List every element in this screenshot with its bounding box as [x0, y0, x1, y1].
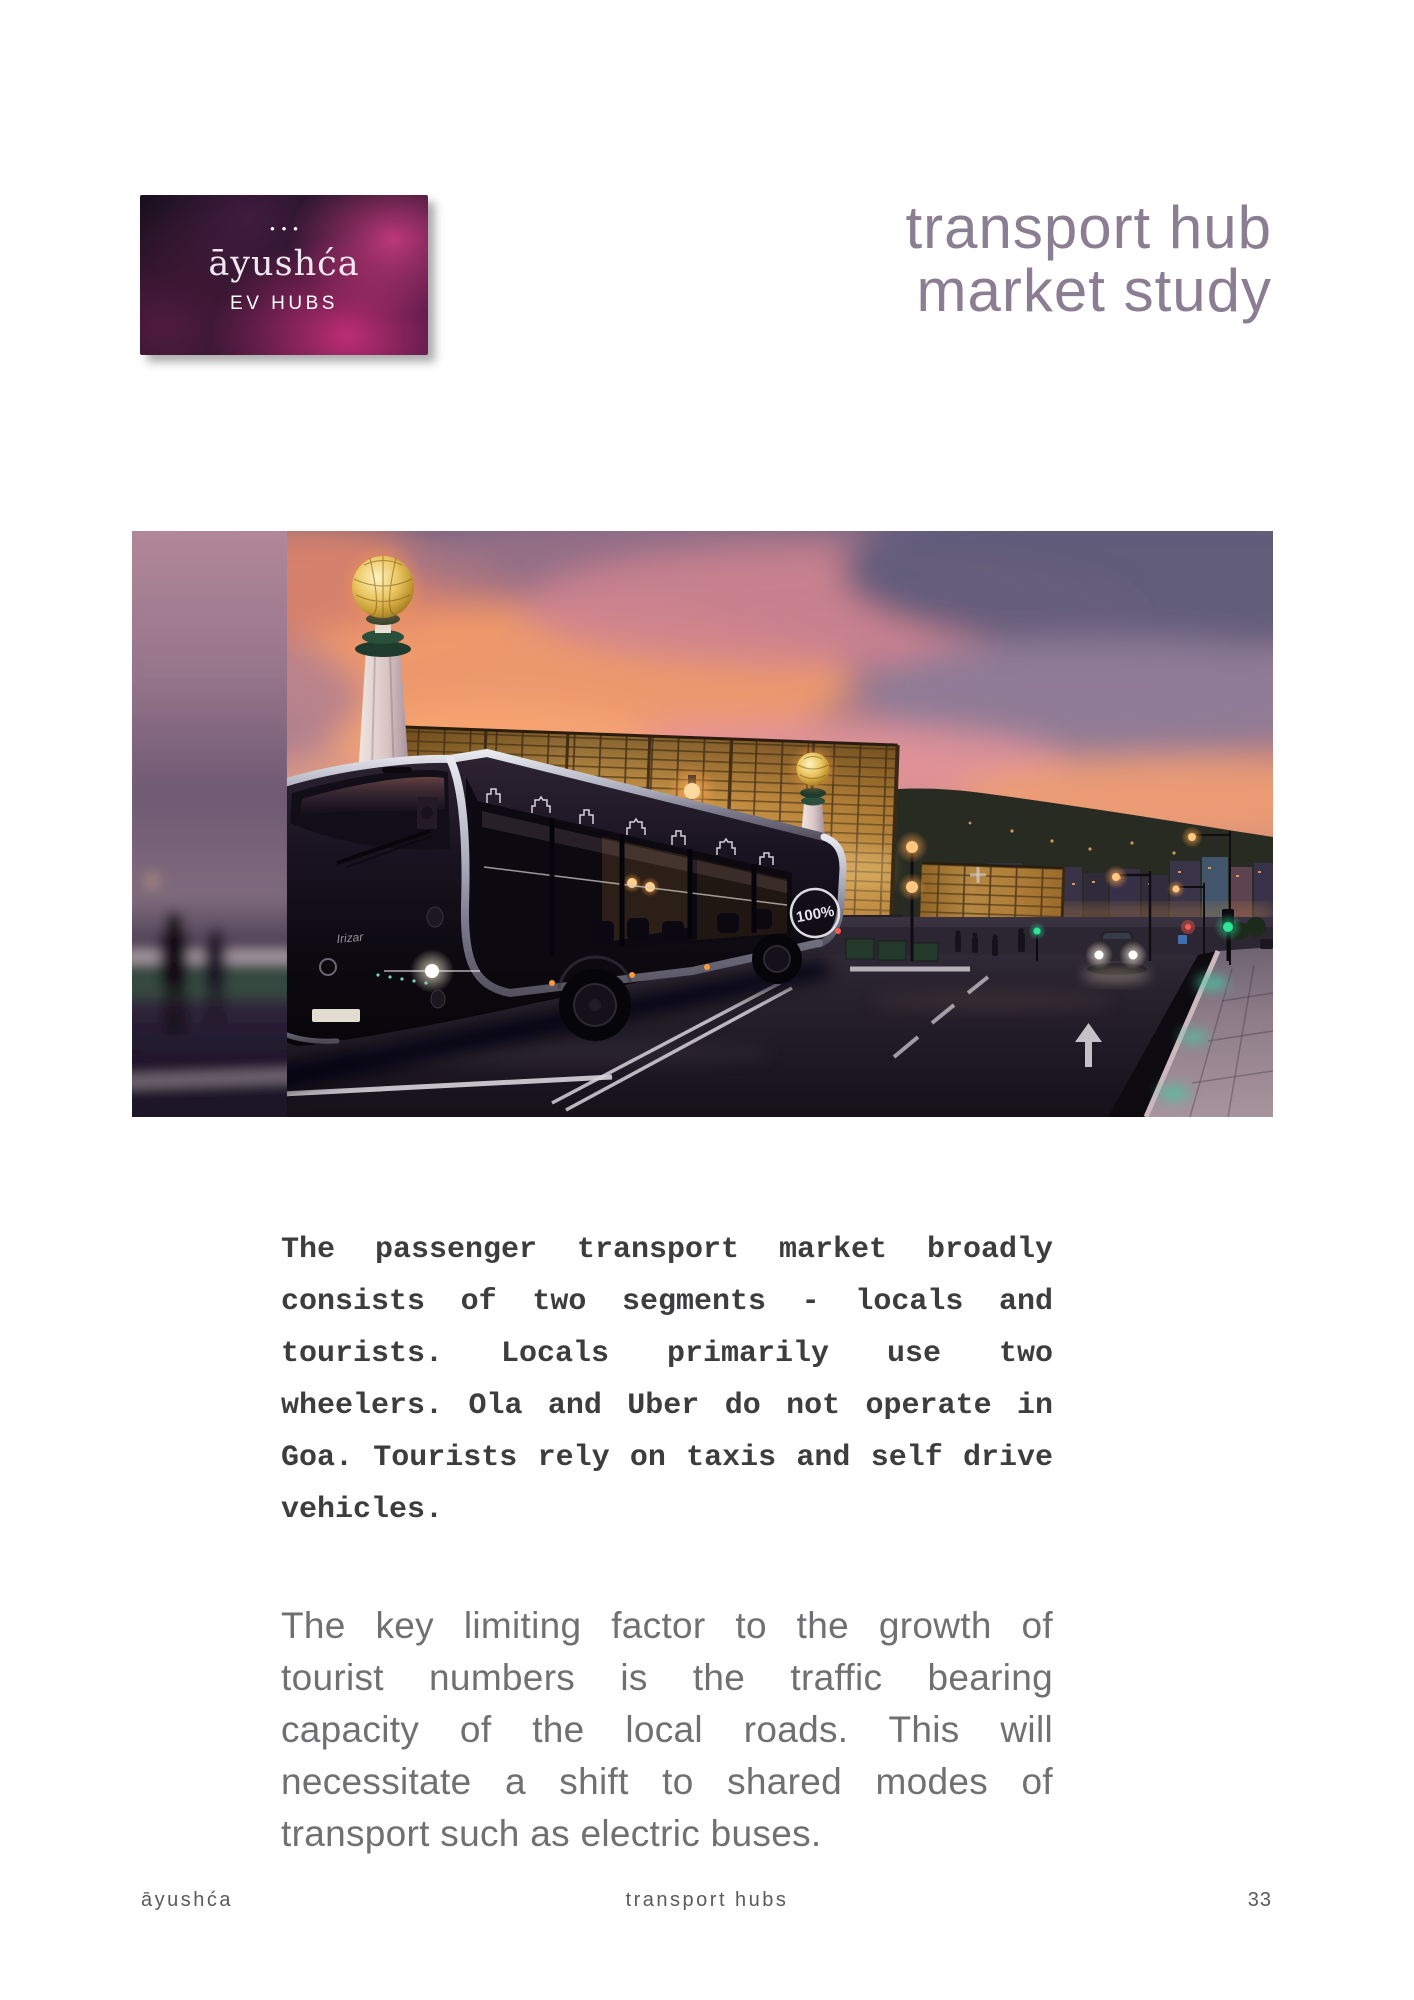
text-line: The passenger transport market broadly — [281, 1233, 1053, 1267]
page-title-line2: market study — [916, 257, 1272, 324]
footer-section: transport hubs — [625, 1889, 789, 1911]
hero-image — [132, 531, 1273, 1117]
brand-subtitle: EV HUBS — [230, 293, 338, 314]
text-line: transport such as electric buses. — [281, 1813, 822, 1854]
page-footer — [0, 1889, 1414, 1919]
text-line: tourists. Locals primarily use two — [281, 1337, 1053, 1371]
text-line: tourist numbers is the traffic bearing — [281, 1657, 1053, 1698]
text-line: The key limiting factor to the growth of — [281, 1605, 1053, 1646]
sans-paragraph — [281, 1600, 1053, 1860]
bus-brand-label: Irizar — [336, 929, 364, 946]
page-title — [905, 196, 1272, 322]
text-line: wheelers. Ola and Uber do not operate in — [281, 1389, 1053, 1423]
svg-text:100%: 100% — [794, 902, 836, 927]
text-line: necessitate a shift to shared modes of — [281, 1761, 1053, 1802]
footer-page-number: 33 — [1247, 1889, 1272, 1911]
page-title-line1: transport hub — [905, 194, 1272, 261]
text-line: vehicles. — [281, 1493, 444, 1527]
text-line: capacity of the local roads. This will — [281, 1709, 1053, 1750]
blurred-left-strip — [132, 531, 300, 1117]
license-plate — [312, 1009, 360, 1022]
hero-photo-svg — [132, 531, 1273, 1117]
brand-logo-card — [140, 195, 428, 355]
typewriter-paragraph — [281, 1224, 1053, 1536]
text-line: consists of two segments - locals and — [281, 1285, 1053, 1319]
footer-brand: āyushća — [141, 1889, 233, 1911]
brand-wordmark: āyushća — [208, 244, 360, 284]
logo-dots-icon: ••• — [270, 221, 305, 236]
text-line: Goa. Tourists rely on taxis and self drive — [281, 1441, 1053, 1475]
